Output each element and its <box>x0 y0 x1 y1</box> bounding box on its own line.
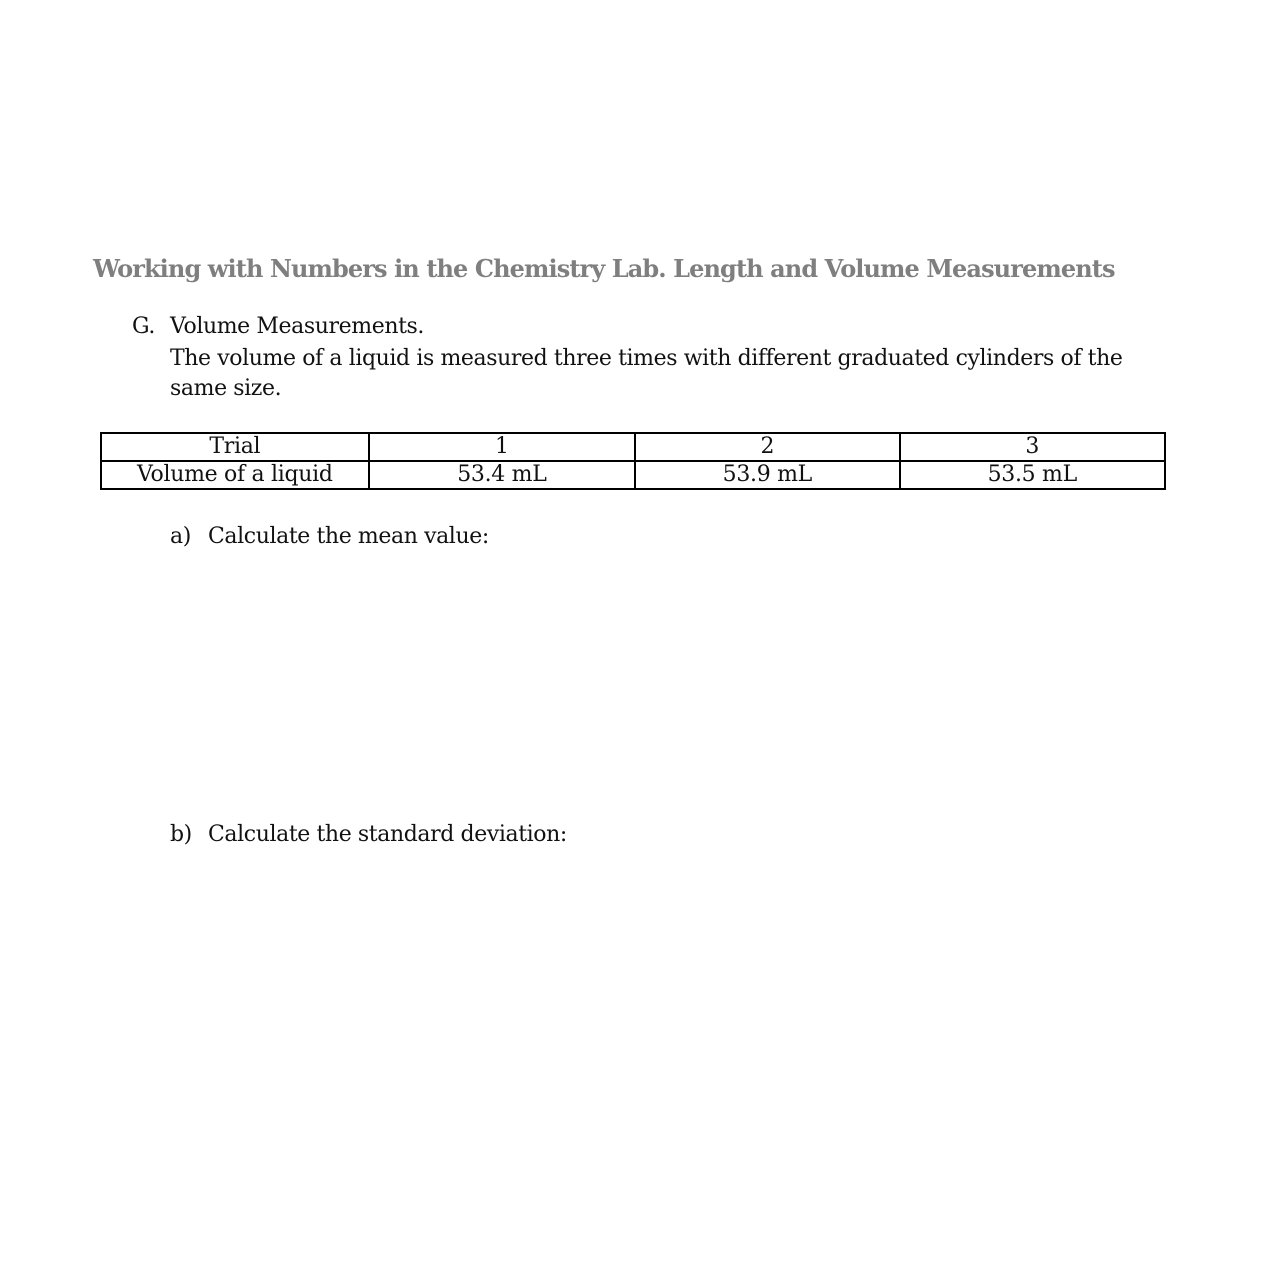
section-description: The volume of a liquid is measured three times with different graduated cylinders of the same size. <box>170 346 1123 401</box>
section-heading <box>132 314 424 339</box>
table-cell: 3 <box>900 433 1165 461</box>
table-cell: 1 <box>369 433 635 461</box>
section-heading-text: Volume Measurements. <box>170 314 425 339</box>
question-letter: b) <box>170 822 192 847</box>
question-text: Calculate the mean value: <box>208 524 489 549</box>
table-row-volume <box>101 461 1165 489</box>
measurement-table <box>100 432 1166 490</box>
table-cell: 2 <box>635 433 899 461</box>
table-cell: 53.5 mL <box>900 461 1165 489</box>
table-cell: 53.9 mL <box>635 461 899 489</box>
question-b <box>170 822 567 847</box>
table-cell: 53.4 mL <box>369 461 635 489</box>
document-title: Working with Numbers in the Chemistry Lab. Length and Volume Measurements <box>93 254 1115 283</box>
table-header-cell: Volume of a liquid <box>101 461 369 489</box>
question-letter: a) <box>170 524 191 549</box>
table-row-trial <box>101 433 1165 461</box>
table-header-cell: Trial <box>101 433 369 461</box>
question-text: Calculate the standard deviation: <box>208 822 567 847</box>
question-a <box>170 524 489 549</box>
section-letter: G. <box>132 314 155 339</box>
